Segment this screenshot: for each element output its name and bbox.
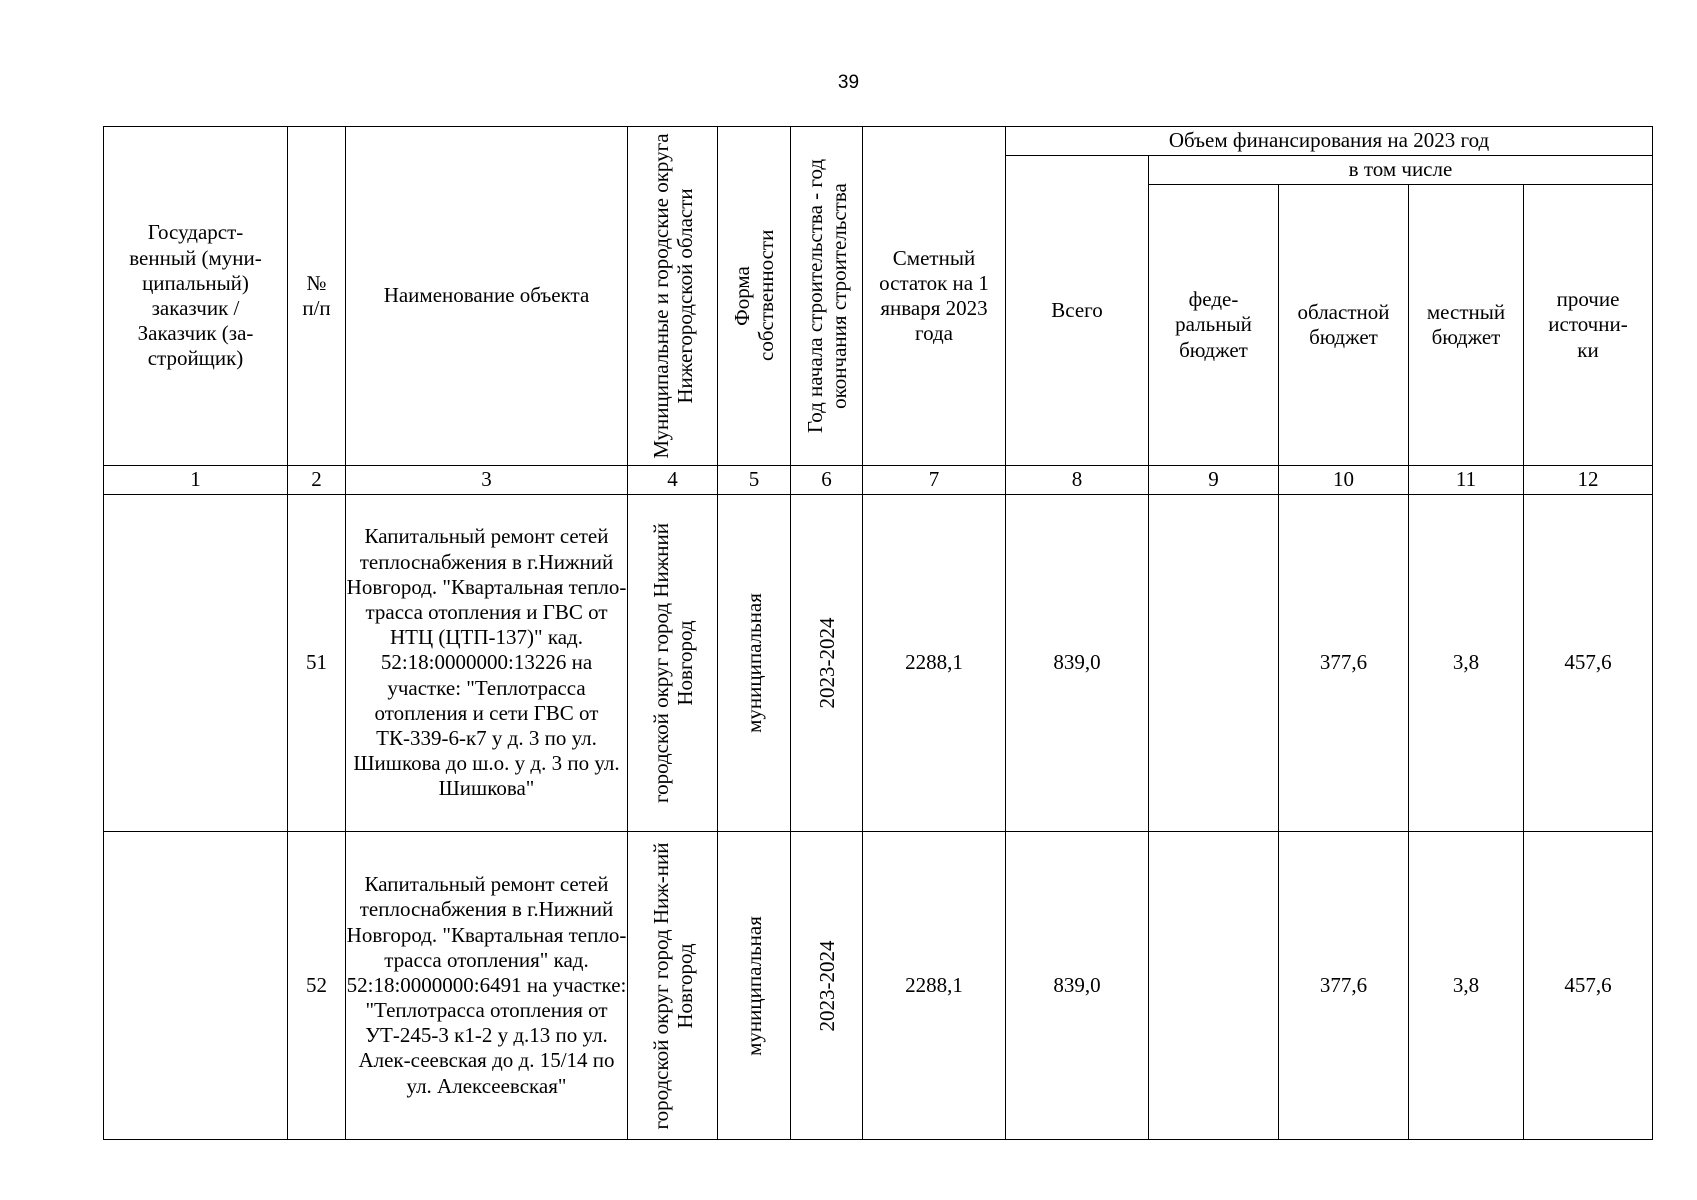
row-object-name: Капитальный ремонт сетей теплоснабжения в г.Нижний Новгород. "Квартальная тепло-трасса отопления" кад. 52:18:0000000:6491 на участке: "Теплотрасса отопления от УТ-245-3 к1-2 у д.13 по ул. Алек-сеевская до д. 15/14 по ул. Алексеевская" [346,832,628,1140]
row-customer [104,495,288,832]
column-number: 3 [346,466,628,495]
row-customer [104,832,288,1140]
row-num: 51 [288,495,346,832]
row-local: 3,8 [1409,495,1524,832]
column-number: 10 [1279,466,1409,495]
row-other: 457,6 [1524,832,1653,1140]
column-number: 6 [791,466,863,495]
row-municipality-text: городской округ город Ниж-ний Новгород [648,842,697,1129]
column-number: 11 [1409,466,1524,495]
table-row [104,832,1653,1140]
header-regional: областной бюджет [1279,185,1409,466]
header-num: № п/п [288,127,346,466]
column-number: 12 [1524,466,1653,495]
row-years-text: 2023-2024 [814,617,839,709]
row-ownership [718,832,791,1140]
row-years-text: 2023-2024 [814,940,839,1031]
column-number: 5 [718,466,791,495]
table-row [104,495,1653,832]
funding-table [103,126,1653,1140]
row-other: 457,6 [1524,495,1653,832]
row-ownership [718,495,791,832]
row-years [791,495,863,832]
column-number: 7 [863,466,1006,495]
header-years-text: Год начала строительства - год окончания строительства [802,158,851,434]
row-municipality [628,495,718,832]
header-total: Всего [1006,156,1149,466]
header-municipality [628,127,718,466]
row-num: 52 [288,832,346,1140]
row-total: 839,0 [1006,495,1149,832]
header-balance: Сметный остаток на 1 января 2023 года [863,127,1006,466]
column-number-row [104,466,1653,495]
header-including: в том числе [1149,156,1653,185]
column-number: 2 [288,466,346,495]
row-local: 3,8 [1409,832,1524,1140]
page-number: 39 [837,72,860,93]
row-federal [1149,832,1279,1140]
header-other: прочие источни-ки [1524,185,1653,466]
header-years [791,127,863,466]
row-total: 839,0 [1006,832,1149,1140]
header-customer: Государст-венный (муни-ципальный) заказчик / Заказчик (за-стройщик) [104,127,288,466]
row-ownership-text: муниципальная [741,593,766,733]
column-number: 8 [1006,466,1149,495]
header-municipality-text: Муниципальные и городские округа Нижегородской области [648,133,697,459]
header-ownership-text: Форма собственности [729,229,778,361]
row-balance: 2288,1 [863,495,1006,832]
row-regional: 377,6 [1279,495,1409,832]
header-federal: феде-ральный бюджет [1149,185,1279,466]
column-number: 9 [1149,466,1279,495]
column-number: 1 [104,466,288,495]
header-ownership [718,127,791,466]
row-object-name: Капитальный ремонт сетей теплоснабжения в г.Нижний Новгород. "Квартальная тепло-трасса отопления и ГВС от НТЦ (ЦТП-137)" кад. 52:18:0000000:13226 на участке: "Теплотрасса отопления и сети ГВС от ТК-339-6-к7 у д. 3 по ул. Шишкова до ш.о. у д. 3 по ул. Шишкова" [346,495,628,832]
row-ownership-text: муниципальная [741,915,766,1056]
row-federal [1149,495,1279,832]
row-years [791,832,863,1140]
row-municipality-text: городской округ город Нижний Новгород [648,523,697,803]
column-number: 4 [628,466,718,495]
header-name: Наименование объекта [346,127,628,466]
row-regional: 377,6 [1279,832,1409,1140]
row-municipality [628,832,718,1140]
row-balance: 2288,1 [863,832,1006,1140]
header-row-1 [104,127,1653,156]
header-funding-group: Объем финансирования на 2023 год [1006,127,1653,156]
header-local: местный бюджет [1409,185,1524,466]
